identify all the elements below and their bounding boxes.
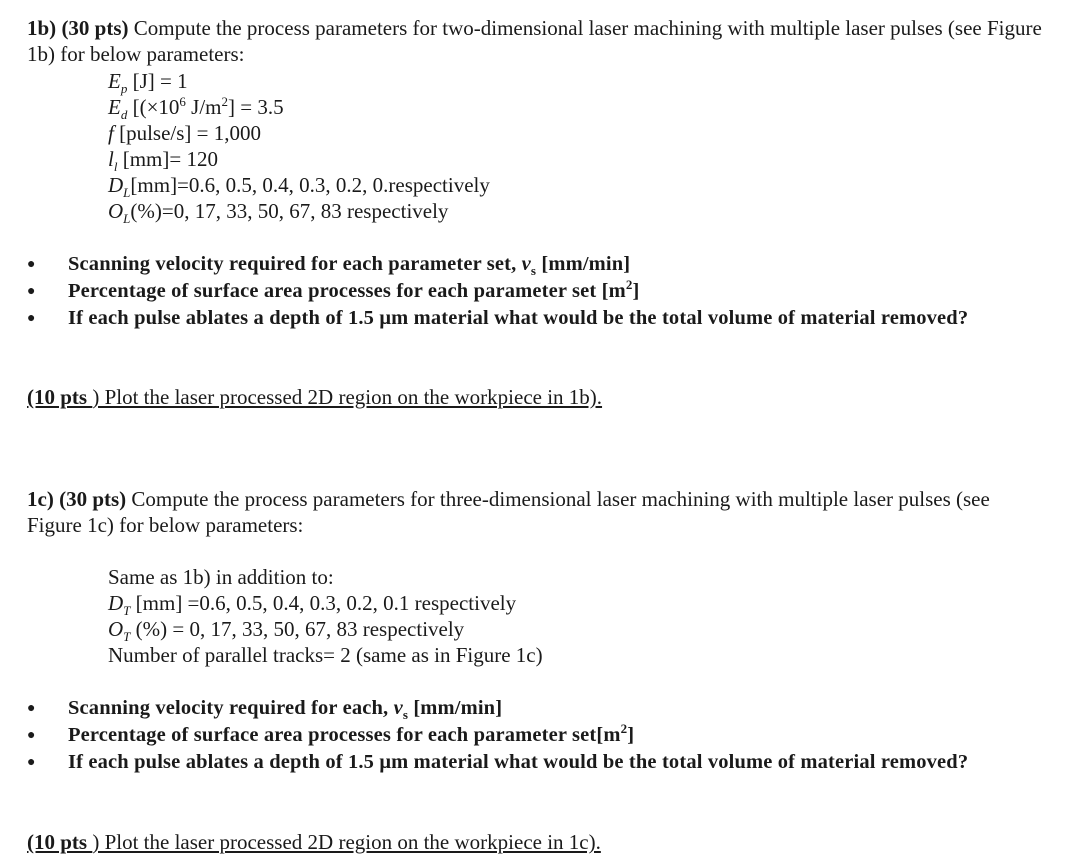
q1b-bullet-volume: ● If each pulse ablates a depth of 1.5 μm material what would be the total volume of material removed? — [27, 305, 1047, 332]
param-ed: $E_d$ [($\times 10^6$ $J/m^2] = 3.5$ — [108, 94, 284, 123]
q1b-bullet-area: ● Percentage of surface area processes for each parameter set $[m^2]$ — [27, 278, 1047, 305]
q1c-bullet-area: ● Percentage of surface area processes for each parameter $set[m^2]$ — [27, 722, 1047, 749]
param-f: f [pulse/s] = 1,000 — [108, 121, 262, 145]
q1c-intro — [27, 486, 1047, 538]
bullet-icon: ● — [27, 311, 36, 326]
q1c-bullet-velocity: ● Scanning velocity required for each, $v_s$ [mm/min] — [27, 697, 503, 723]
param-ot: $O_T$ (%) = 0, 17, 33, 50, 67, 83 respectively — [108, 617, 465, 645]
q1c-intro-text: Compute the process parameters for three-dimensional laser machining with multiple laser pulses (see Figure 1c) for below parameters: — [27, 487, 990, 537]
q1c-label: 1c) — [27, 487, 54, 511]
bullet-icon: ● — [27, 284, 36, 299]
q1b-label: 1b) — [27, 16, 57, 40]
q1b-parameter-list — [108, 68, 490, 227]
param-dl: $D_L[mm]=0.6$, 0.5, 0.4, 0.3, 0.2, 0.respectively — [108, 173, 490, 201]
param-dt: $D_T$ [mm] =0.6, 0.5, 0.4, 0.3, 0.2, 0.1 respectively — [108, 591, 517, 619]
bullet-icon: ● — [27, 728, 36, 743]
param-ol: $O_L(\%)=0$, 17, 33, 50, 67, 83 respectively — [108, 199, 449, 227]
bullet-icon: ● — [27, 257, 36, 272]
q1b-intro-text: Compute the process parameters for two-dimensional laser machining with multiple laser pulses (see Figure 1b) for below parameters: — [27, 16, 1042, 66]
q1b-bullet-list — [27, 251, 1047, 332]
param-same: Same as 1b) in addition to: — [108, 565, 334, 589]
param-ep: $E_p$ [J] = 1 — [108, 69, 188, 97]
q1b-plot-task: (10 pts ) Plot the laser processed 2D region on the workpiece in 1b). — [27, 385, 603, 409]
q1b-bullet-velocity: ● Scanning velocity required for each parameter set, $v_s$ [mm/min] — [27, 253, 631, 279]
bullet-icon: ● — [27, 701, 36, 716]
q1b-intro — [27, 15, 1047, 67]
param-tracks: Number of parallel tracks= 2 (same as in Figure 1c) — [108, 643, 543, 667]
q1b-points: (30 pts) — [61, 16, 129, 40]
q1c-points: (30 pts) — [59, 487, 127, 511]
q1c-bullet-list — [27, 695, 1047, 776]
q1c-bullet-volume: ● If each pulse ablates a depth of 1.5 μm material what would be the total volume of material removed? — [27, 749, 1047, 776]
q1c-parameter-list — [108, 564, 543, 668]
q1c-plot-task: (10 pts ) Plot the laser processed 2D region on the workpiece in 1c). — [27, 830, 601, 854]
param-l: $l_l$ [mm]= 120 — [108, 147, 218, 175]
bullet-icon: ● — [27, 755, 36, 770]
